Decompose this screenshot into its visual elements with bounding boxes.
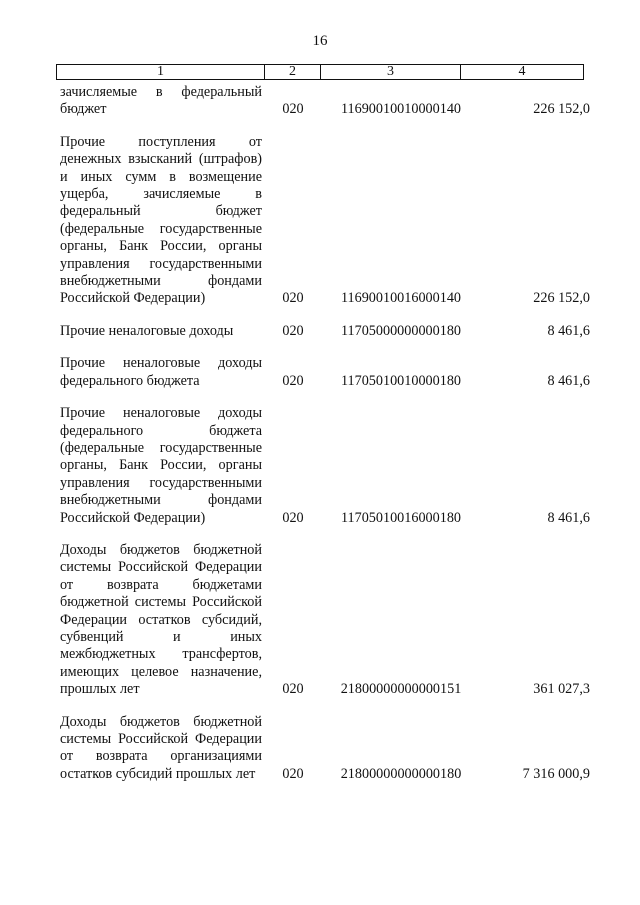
column-header-3: 3: [321, 65, 461, 79]
row-budget-code: 11705010010000180: [340, 372, 462, 389]
table-row: [56, 134, 590, 308]
row-admin-code: 020: [282, 101, 304, 118]
row-amount: 226 152,0: [533, 101, 590, 118]
row-amount: 7 316 000,9: [522, 765, 590, 782]
row-admin-code: 020: [282, 290, 304, 307]
row-admin-code: 020: [282, 509, 304, 526]
row-admin-code: 020: [282, 372, 304, 389]
row-admin-code: 020: [282, 765, 304, 782]
row-amount: 8 461,6: [547, 322, 590, 339]
row-name: Прочие поступления от денежных взысканий (штрафов) и иных сумм в возмещение ущерба, зачисляемые в федеральный бюджет (федеральные государственные органы, Банк России, органы управления государственными внебюджетными фондами Российской Федерации): [60, 133, 262, 307]
row-budget-code: 11705010016000180: [340, 509, 462, 526]
row-budget-code: 21800000000000180: [340, 765, 462, 782]
table-header: [56, 64, 584, 80]
column-header-1: 1: [57, 65, 265, 79]
row-name: Прочие неналоговые доходы федерального бюджета (федеральные государственные органы, Банк России, органы управления государственными внебюджетными фондами Российской Федерации): [60, 405, 262, 526]
row-budget-code: 11690010016000140: [340, 290, 462, 307]
row-budget-code: 11690010010000140: [340, 101, 462, 118]
table-row: [56, 355, 590, 390]
row-amount: 226 152,0: [533, 290, 590, 307]
row-amount: 361 027,3: [533, 681, 590, 698]
row-name: Прочие неналоговые доходы: [60, 322, 234, 339]
row-name: Доходы бюджетов бюджетной системы Российской Федерации от возврата организациями остатков субсидий прошлых лет: [60, 713, 262, 782]
row-admin-code: 020: [282, 681, 304, 698]
row-name: Доходы бюджетов бюджетной системы Российской Федерации от возврата бюджетами бюджетной системы Российской Федерации остатков субсидий, субвенций и иных межбюджетных трансфертов, имеющих целевое назначение, прошлых лет: [60, 541, 262, 698]
page-number: 16: [312, 33, 328, 49]
row-budget-code: 21800000000000151: [340, 681, 462, 698]
row-budget-code: 11705000000000180: [340, 322, 462, 339]
table-row: [56, 542, 590, 699]
row-name: Прочие неналоговые доходы федерального бюджета: [60, 355, 262, 389]
table-row: [56, 323, 590, 340]
column-header-2: 2: [265, 65, 321, 79]
row-admin-code: 020: [282, 322, 304, 339]
column-header-4: 4: [518, 64, 526, 79]
table-body: [56, 84, 590, 798]
table-row: [56, 714, 590, 784]
row-amount: 8 461,6: [547, 372, 590, 389]
row-amount: 8 461,6: [547, 509, 590, 526]
table-row: [56, 405, 590, 527]
table-row: [56, 84, 590, 119]
row-name: зачисляемые в федеральный бюджет: [60, 84, 262, 118]
